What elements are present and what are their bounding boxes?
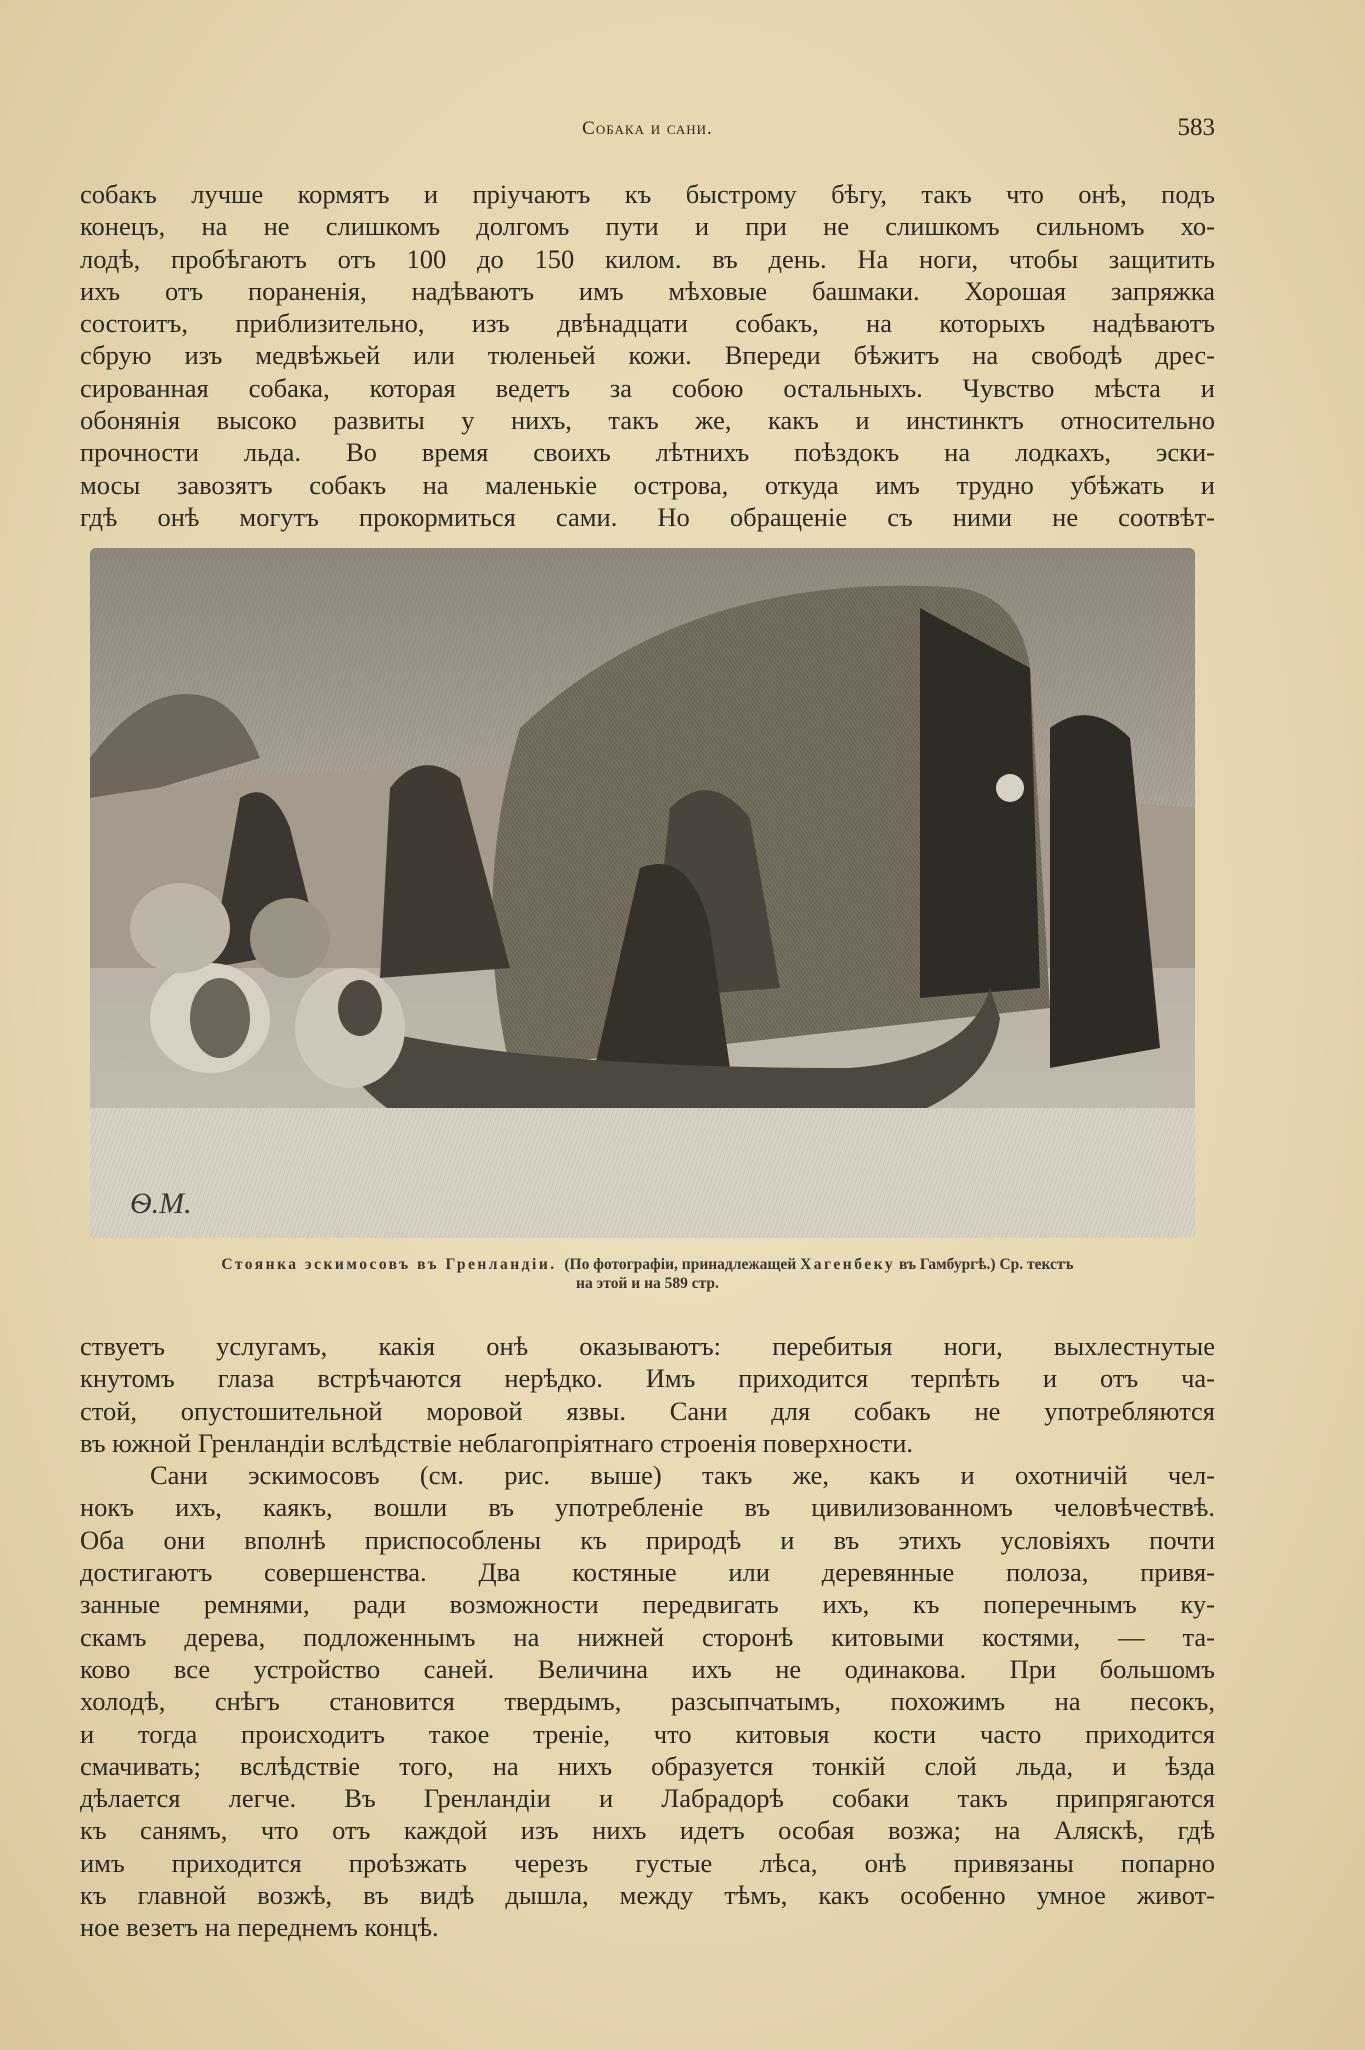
text-line: кнутомъ глаза встрѣчаются нерѣдко. Имъ приходится терпѣть и отъ ча- xyxy=(80,1363,1215,1394)
text-line: достигаютъ совершенства. Два костяные или деревянные полоза, привя- xyxy=(80,1557,1215,1588)
engraving-svg xyxy=(90,548,1195,1238)
text-line: къ главной возжѣ, въ видѣ дышла, между тѣмъ, какъ особенно умное живот- xyxy=(80,1880,1215,1911)
text-line: мосы завозятъ собакъ на маленькіе острова, откуда имъ трудно убѣжать и xyxy=(80,469,1215,500)
text-line: имъ приходится проѣзжать черезъ густые лѣса, онѣ привязаны попарно xyxy=(80,1847,1215,1878)
page-number: 583 xyxy=(1177,114,1215,141)
paragraph-1 xyxy=(80,1330,1215,1459)
engraver-signature: Ѳ.М. xyxy=(130,1187,192,1220)
running-title: Собака и сани. xyxy=(582,118,713,139)
caption-line-1 xyxy=(80,1255,1215,1274)
caption-source-suffix: въ Гамбургѣ.) Ср. текстъ xyxy=(898,1256,1074,1273)
text-line: дѣлается легче. Въ Гренландіи и Лабрадорѣ собаки такъ припрягаются xyxy=(80,1783,1215,1814)
text-line: состоитъ, приблизительно, изъ двѣнадцати собакъ, на которыхъ надѣваютъ xyxy=(80,308,1215,339)
text-line: стой, опустошительной моровой язвы. Сани для собакъ не употребляются xyxy=(80,1395,1215,1426)
text-line: къ санямъ, что отъ каждой изъ нихъ идетъ особая возжа; на Аляскѣ, гдѣ xyxy=(80,1815,1215,1846)
text-line: ихъ отъ пораненія, надѣваютъ имъ мѣховые башмаки. Хорошая запряжка xyxy=(80,275,1215,306)
text-line: холодѣ, снѣгъ становится твердымъ, разсыпчатымъ, похожимъ на песокъ, xyxy=(80,1686,1215,1717)
text-line: ково все устройство саней. Величина ихъ не одинакова. При большомъ xyxy=(80,1653,1215,1684)
text-line: лодѣ, пробѣгаютъ отъ 100 до 150 килом. въ день. На ноги, чтобы защитить xyxy=(80,243,1215,274)
text-line: Сани эскимосовъ (см. рис. выше) такъ же, какъ и охотничій чел- xyxy=(150,1460,1215,1491)
text-line: Оба они вполнѣ приспособлены къ природѣ и въ этихъ условіяхъ почти xyxy=(80,1524,1215,1555)
text-line: нокъ ихъ, каякъ, вошли въ употребленіе въ цивилизованномъ человѣчествѣ. xyxy=(80,1492,1215,1523)
caption-line-2: на этой и на 589 стр. xyxy=(576,1275,719,1292)
text-line: сированная собака, которая ведетъ за собою остальныхъ. Чувство мѣста и xyxy=(80,372,1215,403)
text-line: обонянія высоко развиты у нихъ, такъ же, какъ и инстинктъ относительно xyxy=(80,405,1215,436)
top-paragraph xyxy=(80,178,1215,533)
paragraph-2 xyxy=(80,1459,1215,1943)
caption-owner: Хагенбеку xyxy=(800,1256,896,1273)
text-line: ное везетъ на переднемъ концѣ. xyxy=(80,1912,439,1943)
text-line: сбрую изъ медвѣжьей или тюленьей кожи. Впереди бѣжитъ на свободѣ дрес- xyxy=(80,340,1215,371)
text-line: смачивать; вслѣдствіе того, на нихъ образуется тонкій слой льда, и ѣзда xyxy=(80,1750,1215,1781)
text-line: прочности льда. Во время своихъ лѣтнихъ поѣздокъ на лодкахъ, эски- xyxy=(80,437,1215,468)
figure-caption xyxy=(80,1255,1215,1293)
caption-title: Стоянка эскимосовъ въ Гренландіи. xyxy=(221,1256,557,1273)
text-line: конецъ, на не слишкомъ долгомъ пути и при не слишкомъ сильномъ хо- xyxy=(80,211,1215,242)
text-line: гдѣ онѣ могутъ прокормиться сами. Но обращеніе съ ними не соотвѣт- xyxy=(80,501,1215,532)
text-line: и тогда происходитъ такое треніе, что китовыя кости часто приходится xyxy=(80,1718,1215,1749)
text-line: ствуетъ услугамъ, какія онѣ оказываютъ: перебитыя ноги, выхлестнутые xyxy=(80,1331,1215,1361)
text-line: занные ремнями, ради возможности передвигать ихъ, къ поперечнымъ ку- xyxy=(80,1589,1215,1620)
text-line: въ южной Гренландіи вслѣдствіе неблагопріятнаго строенія поверхности. xyxy=(80,1427,914,1458)
lamp-ball xyxy=(996,774,1024,802)
bottom-text xyxy=(80,1330,1215,1944)
running-head xyxy=(80,114,1215,148)
text-line: скамъ дерева, подложеннымъ на нижней сторонѣ китовыми костями, — та- xyxy=(80,1621,1215,1652)
engraving-illustration xyxy=(90,548,1195,1238)
text-line: собакъ лучше кормятъ и пріучаютъ къ быстрому бѣгу, такъ что онѣ, подъ xyxy=(80,179,1215,209)
caption-source-prefix: (По фотографіи, принадлежащей xyxy=(564,1256,797,1273)
